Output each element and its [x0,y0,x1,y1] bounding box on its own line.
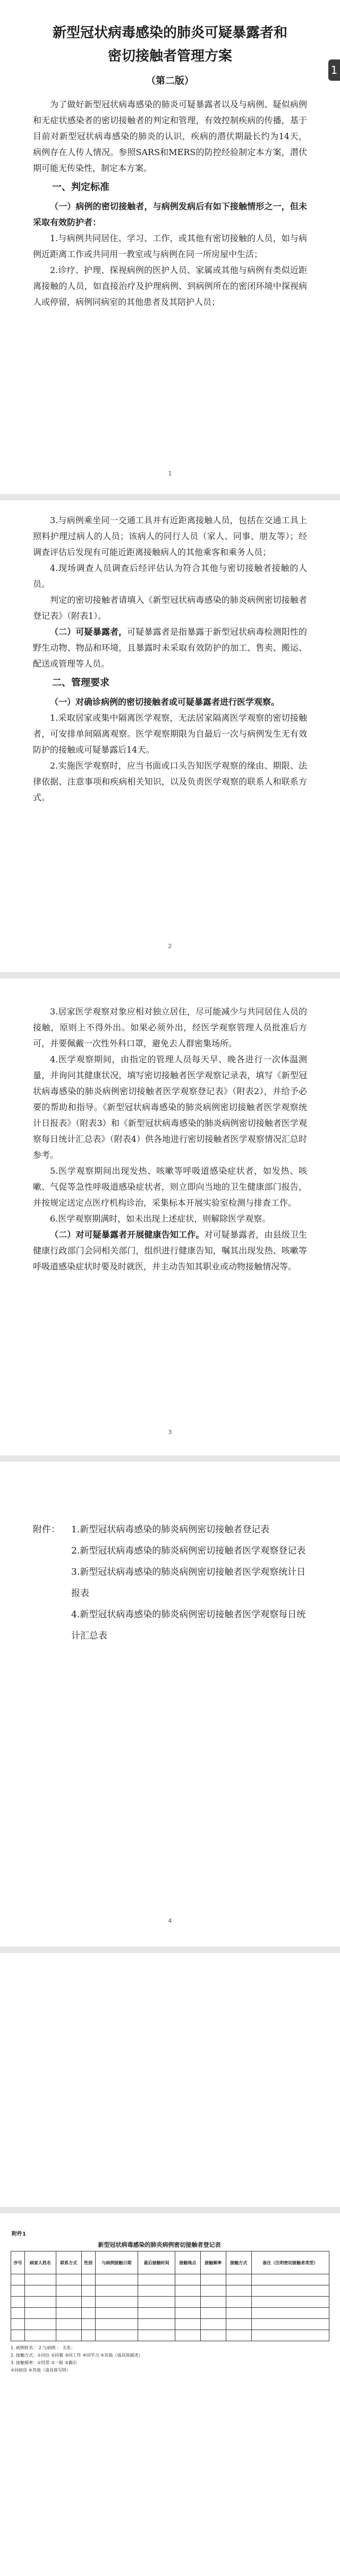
management-item-2: 2.实施医学观察时，应当书面或口头告知医学观察的缘由、期限、法律依据、注意事项和疾病相关知识，以及负责医学观察的联系人和联系方式。 [33,761,307,803]
section-heading-management: 二、管理要求 [52,677,109,688]
page-separator [0,1947,340,1953]
table-cell[interactable] [56,2319,81,2330]
attachment-item-1[interactable]: 1.新型冠状病毒感染的肺炎病例密切接触者登记表 [71,1524,270,1535]
subheading-medical-observation: （一）对确诊病例的密切接触者或可疑暴露者进行医学观察。 [50,697,280,707]
table-cell[interactable] [11,2297,25,2308]
health-notice-body: 对可疑暴露者，由县级卫生健康行政部门会同相关部门，组织进行健康告知，嘱其出现发热、咳嗽等呼吸道感染症状时要及时就医，并主动告知其职业或动物接触情况等。 [33,1230,307,1272]
table-cell[interactable] [200,2330,226,2341]
table-cell[interactable] [138,2297,175,2308]
management-item-3: 3.居家医学观察对象应相对独立居住，尽可能减少与共同居住人员的接触，原则上不得外出。如果必须外出，经医学观察管理人员批准后方可，并要佩戴一次性外科口罩，避免去人群密集场所。 [33,1006,307,1048]
table-header-cell: 最后接触时间 [138,2251,175,2274]
table-cell[interactable] [24,2330,56,2341]
table-cell[interactable] [95,2274,138,2285]
suspected-exposure-head: （二）可疑暴露者， [50,627,128,637]
register-table-title: 新型冠状病毒感染的肺炎病例密切接触者登记表 [98,2241,221,2248]
table-header-cell: 接触地点 [175,2251,201,2274]
table-cell[interactable] [24,2308,56,2319]
table-cell[interactable] [226,2308,251,2319]
table-cell[interactable] [226,2285,251,2297]
table-cell[interactable] [11,2319,25,2330]
table-note: 1. 病例姓名： 2.与病例 ： 关系： [11,2345,75,2350]
table-cell[interactable] [56,2285,81,2297]
table-header-cell: 联系方式 [56,2251,81,2274]
document-page-3 [0,1004,340,1482]
document-page-2 [0,513,340,953]
intro-paragraph: 为了做好新型冠状病毒感染的肺炎可疑暴露者以及与病例、疑似病例和无症状感染者的密切接触者的判定和管理，有效控制疾病的传播，基于目前对新型冠状病毒感染的肺炎的认识，疾病的潜伏期最长约为14天，病例存在人传人情况。参照SARS和MERS的防控经验制定本方案，潜伏期可能无传染性，制定本方案。 [33,99,307,173]
attachment-item-3[interactable]: 3.新型冠状病毒感染的肺炎病例密切接触者医学观察统计日报表 [71,1567,306,1599]
table-cell[interactable] [175,2274,201,2285]
document-page-1 [0,21,340,319]
page-number-2: 2 [168,943,172,950]
registration-note: 判定的密切接触者请填入《新型冠状病毒感染的肺炎病例密切接触者登记表》（附表1）。 [33,595,307,621]
table-header-cell: 备注（注明密切接触者类型） [251,2251,329,2274]
management-item-5: 5.医学观察期间出现发热、咳嗽等呼吸道感染症状者，如发热、咳嗽、气促等急性呼吸道感染症状者，则立即向当地的卫生健康部门报告，并按规定送定点医疗机构诊治，采集标本开展实验室检测与排查工作。 [33,1166,307,1208]
table-cell[interactable] [95,2297,138,2308]
table-cell[interactable] [138,2285,175,2297]
table-cell[interactable] [175,2308,201,2319]
table-cell[interactable] [226,2274,251,2285]
table-cell[interactable] [81,2297,95,2308]
management-item-6: 6.医学观察期满时，如未出现上述症状，则解除医学观察。 [50,1214,271,1224]
table-header-cell: 与病例接触日期 [95,2251,138,2274]
document-page-4 [0,1519,340,1731]
health-notice-head: （二）对可疑暴露者开展健康告知工作。 [50,1230,205,1240]
table-cell[interactable] [200,2274,226,2285]
suspected-exposure-body: 可疑暴露者是指暴露于新型冠状病毒检测阳性的野生动物、物品和环境，且暴露时未采取有效防护的加工、售卖、搬运、配送或管理等人员。 [33,627,307,669]
table-cell[interactable] [95,2308,138,2319]
page-separator [0,494,340,500]
table-cell[interactable] [251,2285,329,2297]
table-notes [11,2344,307,2374]
table-cell[interactable] [24,2297,56,2308]
document-page-6 [0,2213,340,2576]
table-header-cell: 病家人姓名 [24,2251,56,2274]
table-cell[interactable] [56,2297,81,2308]
table-cell[interactable] [200,2319,226,2330]
table-cell[interactable] [226,2319,251,2330]
page-badge[interactable]: 1 [328,59,340,81]
table-cell[interactable] [81,2330,95,2341]
criteria-item-2: 2.诊疗、护理、探视病例的医护人员、家属或其他与病例有类似近距离接触的人员，如直接治疗及护理病例、到病例所在的密闭环境中探视病人或停留，病例同病室的其他患者及其陪护人员； [33,265,307,307]
suspected-exposure-paragraph [33,624,307,672]
page-separator [0,2207,340,2213]
table-note: 3. 接触频率：①经常 ②一般 ③偶尔 [11,2360,77,2365]
table-cell[interactable] [138,2308,175,2319]
page-separator [0,1455,340,1462]
table-cell[interactable] [95,2285,138,2297]
table-header-cell: 接触方式 [226,2251,251,2274]
criteria-item-1: 1.与病例共同居住、学习、工作，或其他有密切接触的人员，如与病例近距离工作或共同用一教室或与病例在同一所房屋中生活； [33,233,307,259]
table-cell[interactable] [200,2308,226,2319]
table-cell[interactable] [226,2330,251,2341]
table-cell[interactable] [175,2319,201,2330]
management-item-1: 1.采取居家或集中隔离医学观察，无法居家隔离医学观察的密切接触者，可安排单间隔离观察。医学观察期限为自最后一次与病例发生无有效防护的接触或可疑暴露后14天。 [33,713,307,755]
attachment-list [33,1519,307,1647]
table-cell[interactable] [251,2330,329,2341]
page-number-1: 1 [168,470,172,477]
table-cell[interactable] [251,2297,329,2308]
document-page-5-blank [0,1953,340,2208]
edition-label: （第二版） [146,75,194,87]
table-cell[interactable] [138,2319,175,2330]
table-note: ⑤同病房 ⑥其他（请具体写明） [11,2368,71,2373]
document-title [33,21,307,68]
table-cell[interactable] [175,2285,201,2297]
table-cell[interactable] [56,2274,81,2285]
page-number-3: 3 [168,1429,172,1436]
page-separator [0,972,340,978]
attachment-label: 附件： [33,1524,60,1535]
attachment-item-2[interactable]: 2.新型冠状病毒感染的肺炎病例密切接触者医学观察登记表 [71,1546,306,1556]
table-cell[interactable] [81,2308,95,2319]
table-cell[interactable] [11,2330,25,2341]
title-line-2: 密切接触者管理方案 [107,48,232,64]
close-contact-register-table [11,2251,329,2341]
table-cell[interactable] [175,2330,201,2341]
table-row [11,2330,329,2341]
table-header-row [11,2251,329,2274]
table-row [11,2319,329,2330]
table-cell[interactable] [138,2274,175,2285]
table-cell[interactable] [56,2330,81,2341]
table-cell[interactable] [81,2319,95,2330]
table-cell[interactable] [24,2274,56,2285]
table-cell[interactable] [81,2274,95,2285]
table-row [11,2308,329,2319]
table-cell[interactable] [11,2308,25,2319]
table-cell[interactable] [251,2274,329,2285]
table-cell[interactable] [251,2319,329,2330]
table-cell[interactable] [95,2319,138,2330]
page-number-4: 4 [168,1917,172,1924]
table-cell[interactable] [138,2330,175,2341]
table-header-cell: 性别 [81,2251,95,2274]
table-cell[interactable] [175,2297,201,2308]
table-cell[interactable] [11,2274,25,2285]
table-row [11,2297,329,2308]
section-heading-criteria: 一、判定标准 [52,182,109,193]
table-row [11,2274,329,2285]
table-header-cell: 序号 [11,2251,25,2274]
criteria-item-4: 4.现场调查人员调查后经评估认为符合其他与密切接触者接触的人员。 [33,563,307,589]
management-item-4: 4.医学观察期间，由指定的管理人员每天早、晚各进行一次体温测量，并询问其健康状况，填写密切接触者医学观察记录表，填写《新型冠状病毒感染的肺炎病例密切接触者医学观察登记表》（附表2），并给予必要的帮助和指导。《新型冠状病毒感染的肺炎病例密切接触者医学观察统计日报表》（附表3）和《新型冠状病毒感染的肺炎病例密切接触者医学观察每日统计汇总表》（附表4）供各地进行密切接触者医学观察情况汇总时参考。 [33,1054,307,1160]
table-cell[interactable] [251,2308,329,2319]
table-cell[interactable] [200,2285,226,2297]
table-cell[interactable] [56,2308,81,2319]
table-cell[interactable] [11,2285,25,2297]
title-line-1: 新型冠状病毒感染的肺炎可疑暴露者和 [52,25,287,41]
table-note: 2. 接触方式：①同住 ②同餐 ③同工作 ④同学习 ⑤其他（请具体描述） [11,2353,143,2358]
table-header-cell: 接触频率 [200,2251,226,2274]
table-cell[interactable] [226,2297,251,2308]
table-cell[interactable] [24,2319,56,2330]
table-cell[interactable] [200,2297,226,2308]
health-notice-paragraph [33,1227,307,1275]
table-row [11,2285,329,2297]
criteria-item-3: 3.与病例乘坐同一交通工具并有近距离接触人员，包括在交通工具上照料护理过病人的人员；该病人的同行人员（家人、同事、朋友等）；经调查评估后发现有可能近距离接触病人的其他乘客和乘务人员； [33,515,307,557]
appendix-1-label: 附件1 [12,2231,26,2237]
subheading-close-contacts: （一）病例的密切接触者，与病例发病后有如下接触情形之一，但未采取有效防护者： [33,201,307,227]
table-cell[interactable] [81,2285,95,2297]
table-cell[interactable] [95,2330,138,2341]
attachment-item-4[interactable]: 4.新型冠状病毒感染的肺炎病例密切接触者医学观察每日统计汇总表 [71,1609,306,1641]
table-cell[interactable] [24,2285,56,2297]
